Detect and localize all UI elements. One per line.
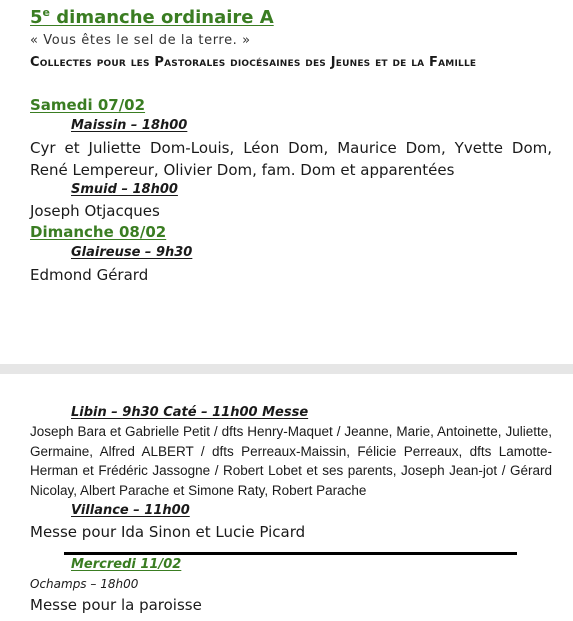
intentions-ochamps: Messe pour la paroisse bbox=[30, 596, 202, 614]
mass-place-ochamps: Ochamps – 18h00 bbox=[30, 577, 139, 591]
title-number: 5 bbox=[30, 7, 43, 28]
mass-place-glaireuse: Glaireuse – 9h30 bbox=[71, 245, 193, 260]
page-title bbox=[30, 6, 274, 28]
page-break-divider bbox=[0, 364, 573, 374]
day-heading-wednesday: Mercredi 11/02 bbox=[71, 557, 182, 572]
mass-place-maissin: Maissin – 18h00 bbox=[71, 118, 188, 133]
day-heading-sunday: Dimanche 08/02 bbox=[30, 223, 167, 241]
gospel-quote: « Vous êtes le sel de la terre. » bbox=[30, 33, 251, 48]
intentions-glaireuse: Edmond Gérard bbox=[30, 266, 149, 284]
title-text: dimanche ordinaire A bbox=[50, 7, 274, 28]
title-ordinal-suffix: e bbox=[42, 6, 50, 19]
mass-place-villance: Villance – 11h00 bbox=[71, 503, 190, 518]
collection-notice: Collectes pour les Pastorales diocésaines des Jeunes et de la Famille bbox=[30, 55, 477, 70]
intentions-villance: Messe pour Ida Sinon et Lucie Picard bbox=[30, 523, 306, 541]
mass-place-smuid: Smuid – 18h00 bbox=[71, 182, 178, 197]
intentions-smuid: Joseph Otjacques bbox=[30, 202, 160, 220]
section-divider-line bbox=[64, 552, 517, 555]
intentions-maissin: Cyr et Juliette Dom-Louis, Léon Dom, Maurice Dom, Yvette Dom, René Lempereur, Olivier Dom, fam. Dom et apparentées bbox=[30, 139, 552, 179]
day-heading-saturday: Samedi 07/02 bbox=[30, 96, 146, 114]
mass-place-libin: Libin – 9h30 Caté – 11h00 Messe bbox=[71, 405, 309, 420]
intentions-libin: Joseph Bara et Gabrielle Petit / dfts Henry-Maquet / Jeanne, Marie, Antoinette, Juliette, Germaine, Alfred ALBERT / dfts Perreaux-Maissin, Félicie Perreaux, dfts Lamotte-Herman et Frédéric Jassogne / Robert Lobet et ses parents, Joseph Jean-jot / Gérard Nicolay, Albert Parache et Simone Raty, Robert Parache bbox=[30, 424, 552, 498]
